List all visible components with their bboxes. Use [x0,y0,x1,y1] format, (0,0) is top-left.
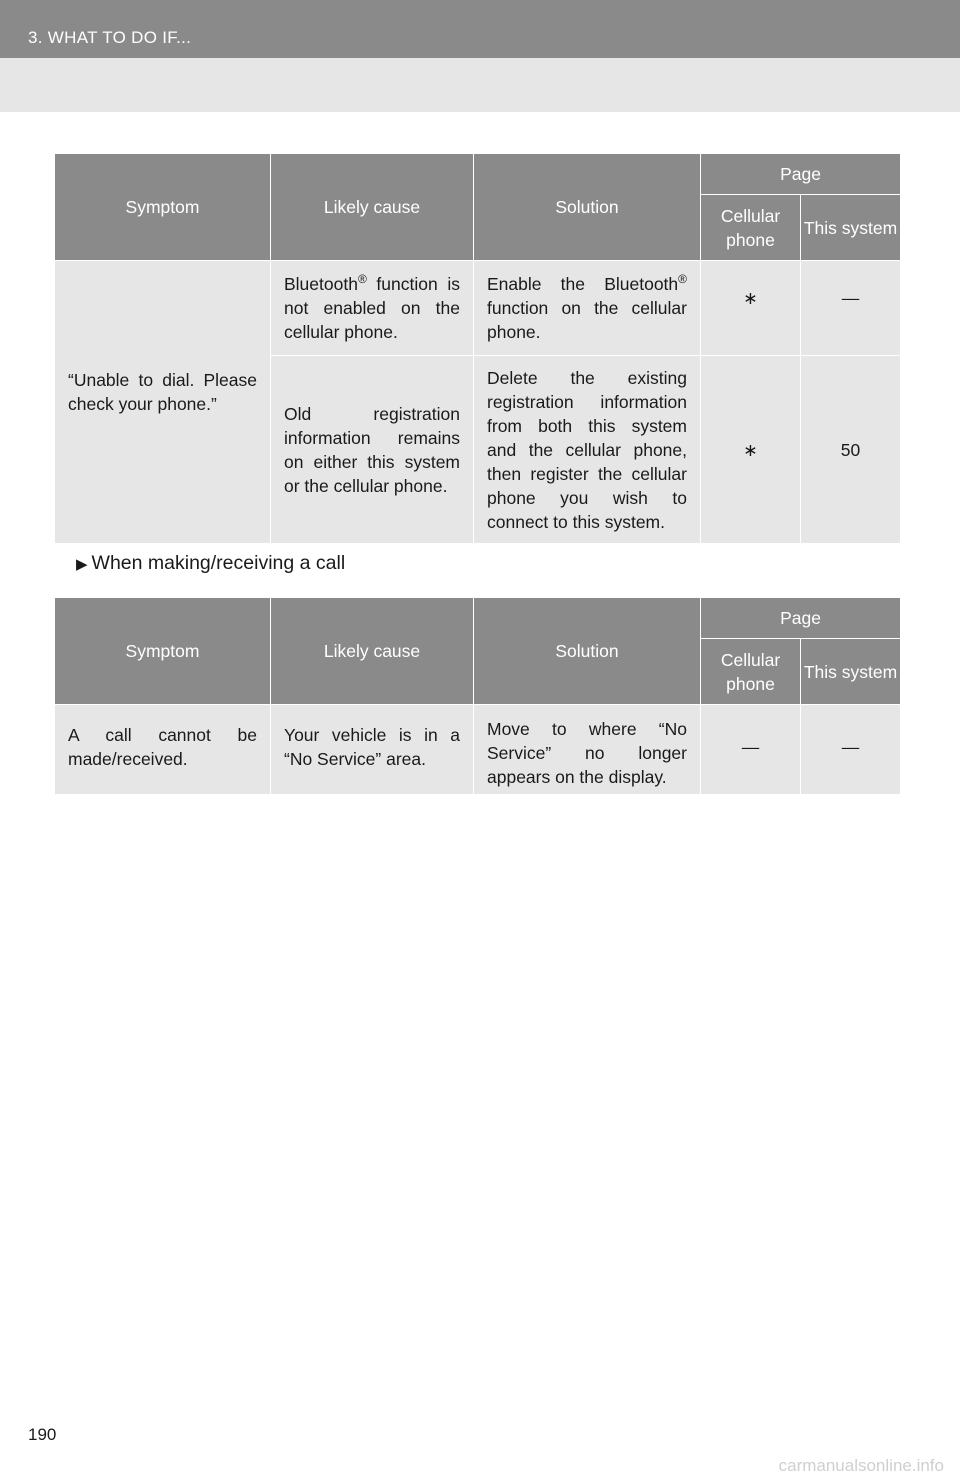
col-cellular-phone: Cellular phone [701,639,801,705]
page-cellular-cell: ∗ [701,356,801,544]
triangle-bullet-icon: ▶ [76,556,88,573]
page-number: 190 [28,1425,57,1444]
col-solution: Solution [474,154,701,261]
table-row [55,705,901,795]
col-symptom: Symptom [55,598,271,705]
troubleshooting-table-dial [54,153,901,544]
section-heading [76,552,345,575]
col-page: Page [701,154,901,195]
chapter-title: 3. WHAT TO DO IF... [28,28,192,47]
col-symptom: Symptom [55,154,271,261]
col-likely-cause: Likely cause [271,598,474,705]
col-solution: Solution [474,598,701,705]
cause-cell: Old registration information remains on either this system or the cellular phone. [271,356,474,544]
table-row [55,261,901,356]
watermark: carmanualsonline.info [778,1456,944,1475]
col-likely-cause: Likely cause [271,154,474,261]
page-system-cell: — [801,261,901,356]
col-page: Page [701,598,901,639]
col-this-system: This system [801,195,901,261]
col-this-system: This system [801,639,901,705]
solution-cell: Delete the existing registration information from both this system and the cellular phone, then register the cellular phone you wish to connect to this system. [474,356,701,544]
symptom-cell: “Unable to dial. Please check your phone.” [55,261,271,544]
header-bar [0,0,960,58]
page-cellular-cell: ∗ [701,261,801,356]
page-cellular-cell: — [701,705,801,795]
page-system-cell: 50 [801,356,901,544]
page-system-cell: — [801,705,901,795]
header-band [0,58,960,112]
solution-cell: Enable the Bluetooth® function on the cellular phone. [474,261,701,356]
cause-cell: Bluetooth® function is not enabled on the cellular phone. [271,261,474,356]
solution-cell: Move to where “No Service” no longer appears on the display. [474,705,701,795]
symptom-cell: A call cannot be made/received. [55,705,271,795]
troubleshooting-table-call [54,597,901,795]
cause-cell: Your vehicle is in a “No Service” area. [271,705,474,795]
col-cellular-phone: Cellular phone [701,195,801,261]
section-heading-text: When making/receiving a call [91,552,346,574]
